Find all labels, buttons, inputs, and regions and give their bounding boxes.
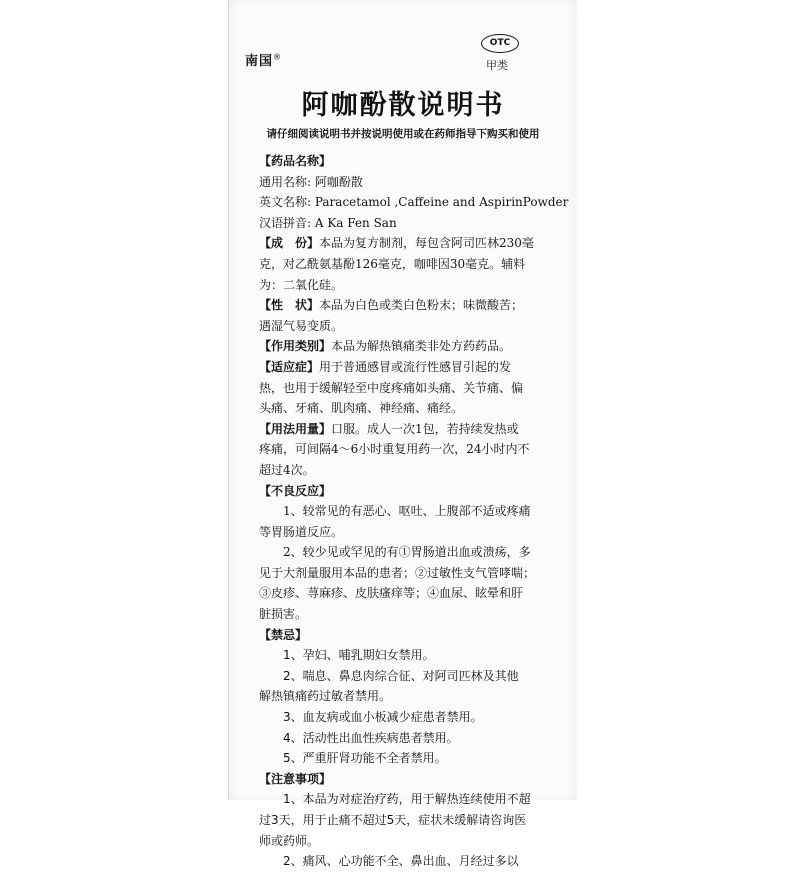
contraindication-item: 3、血友病或血小板减少症患者禁用。 bbox=[283, 710, 483, 725]
otc-class-label: 甲类 bbox=[486, 59, 508, 72]
section-heading-dosage: 【用法用量】 bbox=[259, 421, 332, 436]
section-description bbox=[259, 295, 555, 316]
dosage-text: 口服。成人一次1包，若持续发热或 bbox=[331, 421, 519, 436]
precaution-text: 1、本品为对症治疗药，用于解热连续使用不超 bbox=[283, 792, 531, 807]
indications-text: 用于普通感冒或流行性感冒引起的发 bbox=[319, 359, 512, 374]
contraindication-item: 1、孕妇、哺乳期妇女禁用。 bbox=[283, 648, 435, 663]
drug-generic-name: 通用名称: 阿咖酚散 bbox=[259, 174, 363, 189]
indications-text: 热，也用于缓解轻至中度疼痛如头痛、关节痛、偏 bbox=[259, 380, 524, 395]
ingredients-text: 本品为复方制剂，每包含阿司匹林230毫 bbox=[319, 236, 534, 251]
leaflet-page bbox=[228, 0, 577, 869]
document-subtitle: 请仔细阅读说明书并按说明使用或在药师指导下购买和使用 bbox=[266, 128, 540, 140]
section-heading-indications: 【适应症】 bbox=[259, 359, 320, 374]
section-heading-drug-name: 【药品名称】 bbox=[259, 154, 332, 168]
category-text: 本品为解热镇痛类非处方药药品。 bbox=[331, 339, 512, 354]
brand-logo: 南国® bbox=[245, 52, 283, 69]
section-heading-category: 【作用类别】 bbox=[259, 339, 332, 354]
adverse-text: 脏损害。 bbox=[259, 607, 308, 622]
dosage-text: 超过4次。 bbox=[259, 462, 315, 477]
adverse-text: 等胃肠道反应。 bbox=[259, 524, 344, 539]
drug-pinyin-name: 汉语拼音: A Ka Fen San bbox=[259, 215, 397, 230]
contraindication-item: 5、严重肝肾功能不全者禁用。 bbox=[283, 751, 447, 766]
precaution-text: 过3天，用于止痛不超过5天，症状未缓解请咨询医 bbox=[259, 813, 527, 827]
drug-english-name: 英文名称: Paracetamol ,Caffeine and AspirinPowder bbox=[259, 195, 569, 210]
leaflet-body bbox=[259, 151, 569, 872]
ingredients-text: 克，对乙酰氨基酚126毫克，咖啡因30毫克。辅料 bbox=[259, 256, 526, 271]
section-heading-adverse-reactions: 【不良反应】 bbox=[259, 483, 332, 498]
adverse-text: 见于大剂量服用本品的患者；②过敏性支气管哮喘； bbox=[259, 565, 536, 580]
adverse-text: 2、较少见或罕见的有①胃肠道出血或溃疡，多 bbox=[283, 545, 531, 560]
section-ingredients bbox=[259, 233, 555, 254]
indications-text: 头痛、牙痛、肌肉痛、神经痛、痛经。 bbox=[259, 401, 464, 416]
contraindication-item: 解热镇痛药过敏者禁用。 bbox=[259, 689, 392, 704]
adverse-text: ③皮疹、荨麻疹、皮肤瘙痒等；④血尿、眩晕和肝 bbox=[259, 586, 524, 601]
otc-badge: OTC bbox=[481, 34, 519, 53]
contraindication-item: 2、喘息、鼻息肉综合征、对阿司匹林及其他 bbox=[283, 668, 519, 683]
ingredients-text: 为：二氧化硅。 bbox=[259, 277, 344, 292]
section-heading-description: 【性 状】 bbox=[259, 298, 320, 313]
description-text: 遇湿气易变质。 bbox=[259, 318, 344, 333]
section-heading-ingredients: 【成 份】 bbox=[259, 236, 320, 251]
contraindication-item: 4、活动性出血性疾病患者禁用。 bbox=[283, 730, 459, 745]
document-title: 阿咖酚散说明书 bbox=[301, 90, 505, 121]
section-heading-contraindications: 【禁忌】 bbox=[259, 627, 308, 642]
section-heading-precautions: 【注意事项】 bbox=[259, 771, 332, 786]
section-indications bbox=[259, 357, 555, 378]
section-category bbox=[259, 336, 555, 357]
description-text: 本品为白色或类白色粉末；味微酸苦； bbox=[319, 298, 524, 313]
precaution-text: 师或药师。 bbox=[259, 833, 320, 848]
adverse-text: 1、较常见的有恶心、呕吐、上腹部不适或疼痛 bbox=[283, 504, 531, 519]
dosage-text: 疼痛，可间隔4～6小时重复用药一次，24小时内不 bbox=[259, 442, 530, 457]
precaution-text: 2、痛风、心功能不全、鼻出血、月经过多以 bbox=[283, 854, 519, 869]
section-dosage bbox=[259, 419, 555, 440]
